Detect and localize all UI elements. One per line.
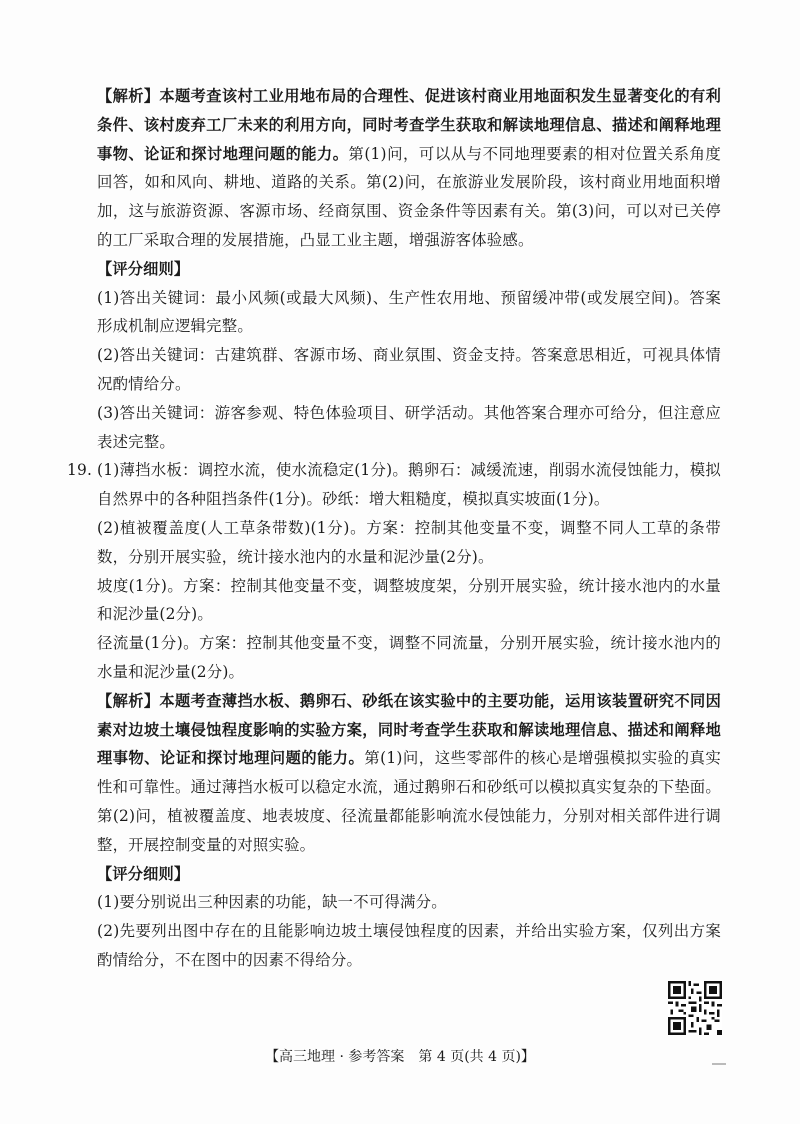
grading-heading-1: 【评分细则】 [97,259,190,278]
analysis-paragraph-2 [97,687,721,860]
grading-item: (2)先要列出图中存在的且能影响边坡土壤侵蚀程度的因素，并给出实验方案，仅列出方案酌情给分，不在图中的因素不得给分。 [97,922,721,969]
analysis-text-2: 第(1)问，这些零部件的核心是增强模拟实验的真实性和可靠性。通过薄挡水板可以稳定水流，通过鹅卵石和砂纸可以模拟真实复杂的下垫面。第(2)问，植被覆盖度、地表坡度、径流量都能影响流水侵蚀能力，分别对相关部件进行调整，开展控制变量的对照实验。 [97,749,721,854]
grading-item: (3)答出关键词：游客参观、特色体验项目、研学活动。其他答案合理亦可给分，但注意应表述完整。 [97,403,721,451]
grading-item: (1)答出关键词：最小风频(或最大风频)、生产性农用地、预留缓冲带(或发展空间)。答案形成机制应逻辑完整。 [97,288,721,336]
q19-answer-part-4: 径流量(1分)。方案：控制其他变量不变，调整不同流量，分别开展实验，统计接水池内的水量和泥沙量(2分)。 [97,634,721,681]
scan-mark [712,1063,726,1065]
question-number: 19. [67,461,93,480]
grading-item: (1)要分别说出三种因素的功能，缺一不可得满分。 [97,893,447,912]
qr-code [668,981,722,1035]
page-footer: 【高三地理 · 参考答案 第 4 页(共 4 页)】 [265,1049,535,1065]
q19-answer-part-2: (2)植被覆盖度(人工草条带数)(1分)。方案：控制其他变量不变，调整不同人工草的条带数，分别开展实验，统计接水池内的水量和泥沙量(2分)。 [97,518,721,566]
grading-item: (2)答出关键词：古建筑群、客源市场、商业氛围、资金支持。答案意思相近，可视具体情况酌情给分。 [97,346,721,393]
q19-answer-part-3: 坡度(1分)。方案：控制其他变量不变，调整坡度架，分别开展实验，统计接水池内的水量和泥沙量(2分)。 [97,576,721,624]
analysis-bold-2: 【解析】本题考查薄挡水板、鹅卵石、砂纸在该实验中的主要功能，运用该装置研究不同因素对边坡土壤侵蚀程度影响的实验方案，同时考查学生获取和解读地理信息、描述和阐释地理事物、论证和探讨地理问题的能力。 [97,691,721,768]
grading-heading-2: 【评分细则】 [97,864,190,883]
analysis-paragraph-1 [97,82,721,255]
q19-answer-part-1: (1)薄挡水板：调控水流，使水流稳定(1分)。鹅卵石：减缓流速，削弱水流侵蚀能力，模拟自然界中的各种阻挡条件(1分)。砂纸：增大粗糙度，模拟真实坡面(1分)。 [97,461,721,509]
answer-content [67,82,721,975]
analysis-text-1: 第(1)问，可以从与不同地理要素的相对位置关系角度回答，如和风向、耕地、道路的关系。第(2)问，在旅游业发展阶段，该村商业用地面积增加，这与旅游资源、客源市场、经商氛围、资金条件等因素有关。第(3)问，可以对已关停的工厂采取合理的发展措施，凸显工业主题，增强游客体验感。 [97,144,721,249]
question-19 [67,456,721,686]
analysis-bold-1: 【解析】本题考查该村工业用地布局的合理性、促进该村商业用地面积发生显著变化的有利条件、该村废弃工厂未来的利用方向，同时考查学生获取和解读地理信息、描述和阐释地理事物、论证和探讨地理问题的能力。 [97,87,721,163]
